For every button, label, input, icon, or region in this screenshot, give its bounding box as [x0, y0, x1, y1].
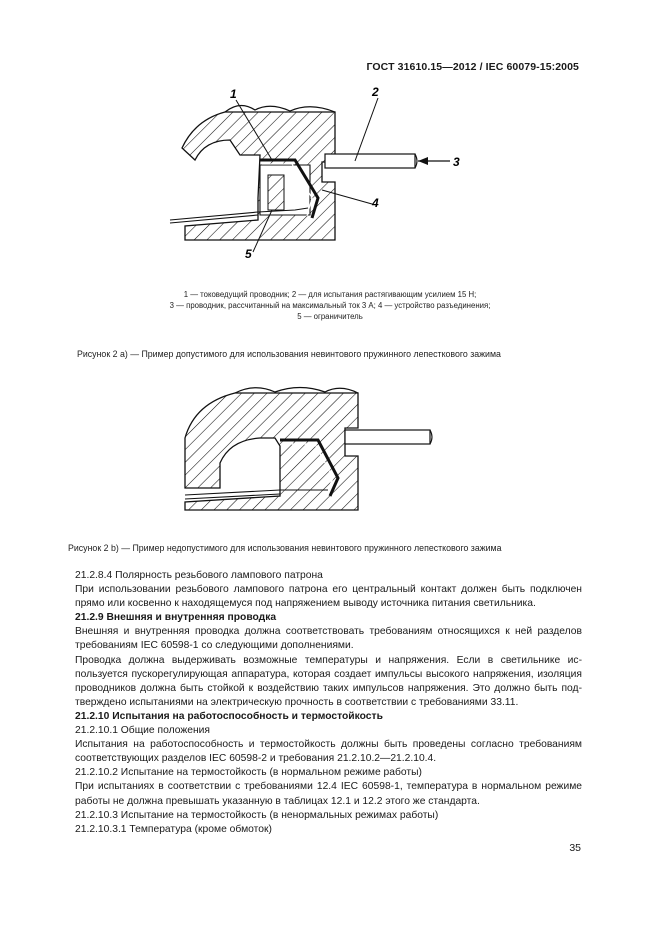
housing-body — [182, 112, 335, 240]
clause-21-2-8-4-title: 21.2.8.4 Полярность резьбового лампового патрона — [75, 570, 323, 581]
standard-header: ГОСТ 31610.15—2012 / IEC 60079-15:2005 — [366, 61, 579, 73]
legend-line: 5 — ограничитель — [297, 312, 363, 322]
paragraph: При испытаниях в соответствии с требованиями 12.4 IEC 60598-1, температура в нормальном режиме работы не должна превышать указанную в таблицах 12.1 и 12.2 этого же стандарта. — [75, 781, 582, 807]
clause-21-2-9-title: 21.2.9 Внешняя и внутренняя проводка — [75, 612, 277, 624]
paragraph: При использовании резьбового лампового патрона его центральный контакт должен быть подключен прямо или косвенно к находящемуся под напряжением выводу источника питания светильника. — [75, 584, 582, 610]
paragraph: Внешняя и внутренняя проводка должна соответствовать требованиям относящихся к ней разделов требованиям IEC 60598-1 со следующими дополнениями. — [75, 626, 582, 652]
clause-21-2-10-1-title: 21.2.10.1 Общие положения — [75, 725, 210, 737]
clause-21-2-10-3-1-title: 21.2.10.3.1 Температура (кроме обмоток) — [75, 823, 272, 835]
paragraph: Испытания на работоспособность и термостойкость должны быть проведены согласно требованиям соответствующих разделов IEC 60598-2 и требования 21.2.10.2—21.2.10.4. — [75, 739, 582, 765]
clause-21-2-10-2-title: 21.2.10.2 Испытание на термостойкость (в нормальном режиме работы) — [75, 767, 422, 779]
callout-1: 1 — [230, 87, 237, 101]
callout-2: 2 — [372, 85, 379, 99]
figure-a-legend — [90, 289, 570, 323]
figure-b-caption: Рисунок 2 b) — Пример недопустимого для использования невинтового пружинного лепесткового зажима — [68, 543, 502, 553]
callout-5: 5 — [245, 247, 252, 261]
figure-a-diagram — [150, 80, 480, 270]
clause-21-2-10-3-title: 21.2.10.3 Испытание на термостойкость (в ненормальных режимах работы) — [75, 809, 439, 821]
page-number: 35 — [569, 842, 581, 854]
callout-4: 4 — [372, 196, 379, 210]
paragraph: Проводка должна выдерживать возможные температуры и напряжения. Если в светильнике используется пускорегулирующая аппаратура, которая создает импульсы высокого напряжения, изоляция проводников должна быть стойкой к воздействию таких импульсов напряжения. Это должно быть подтверждено испытаниями на электрическую прочность в соответствии с требованиями 33.11. — [75, 654, 582, 708]
legend-line: 1 — токоведущий проводник; 2 — для испытания растягивающим усилием 15 Н; — [183, 290, 477, 299]
callout-3: 3 — [453, 155, 460, 169]
figure-a-caption: Рисунок 2 a) — Пример допустимого для использования невинтового пружинного лепесткового зажима — [77, 349, 501, 359]
body-text — [75, 569, 582, 837]
clause-21-2-10-title: 21.2.10 Испытания на работоспособность и термостойкость — [75, 710, 383, 722]
legend-line: 3 — проводник, рассчитанный на максимальный ток 3 А; 4 — устройство разъединения; — [169, 301, 491, 311]
figure-b-diagram — [180, 378, 440, 518]
